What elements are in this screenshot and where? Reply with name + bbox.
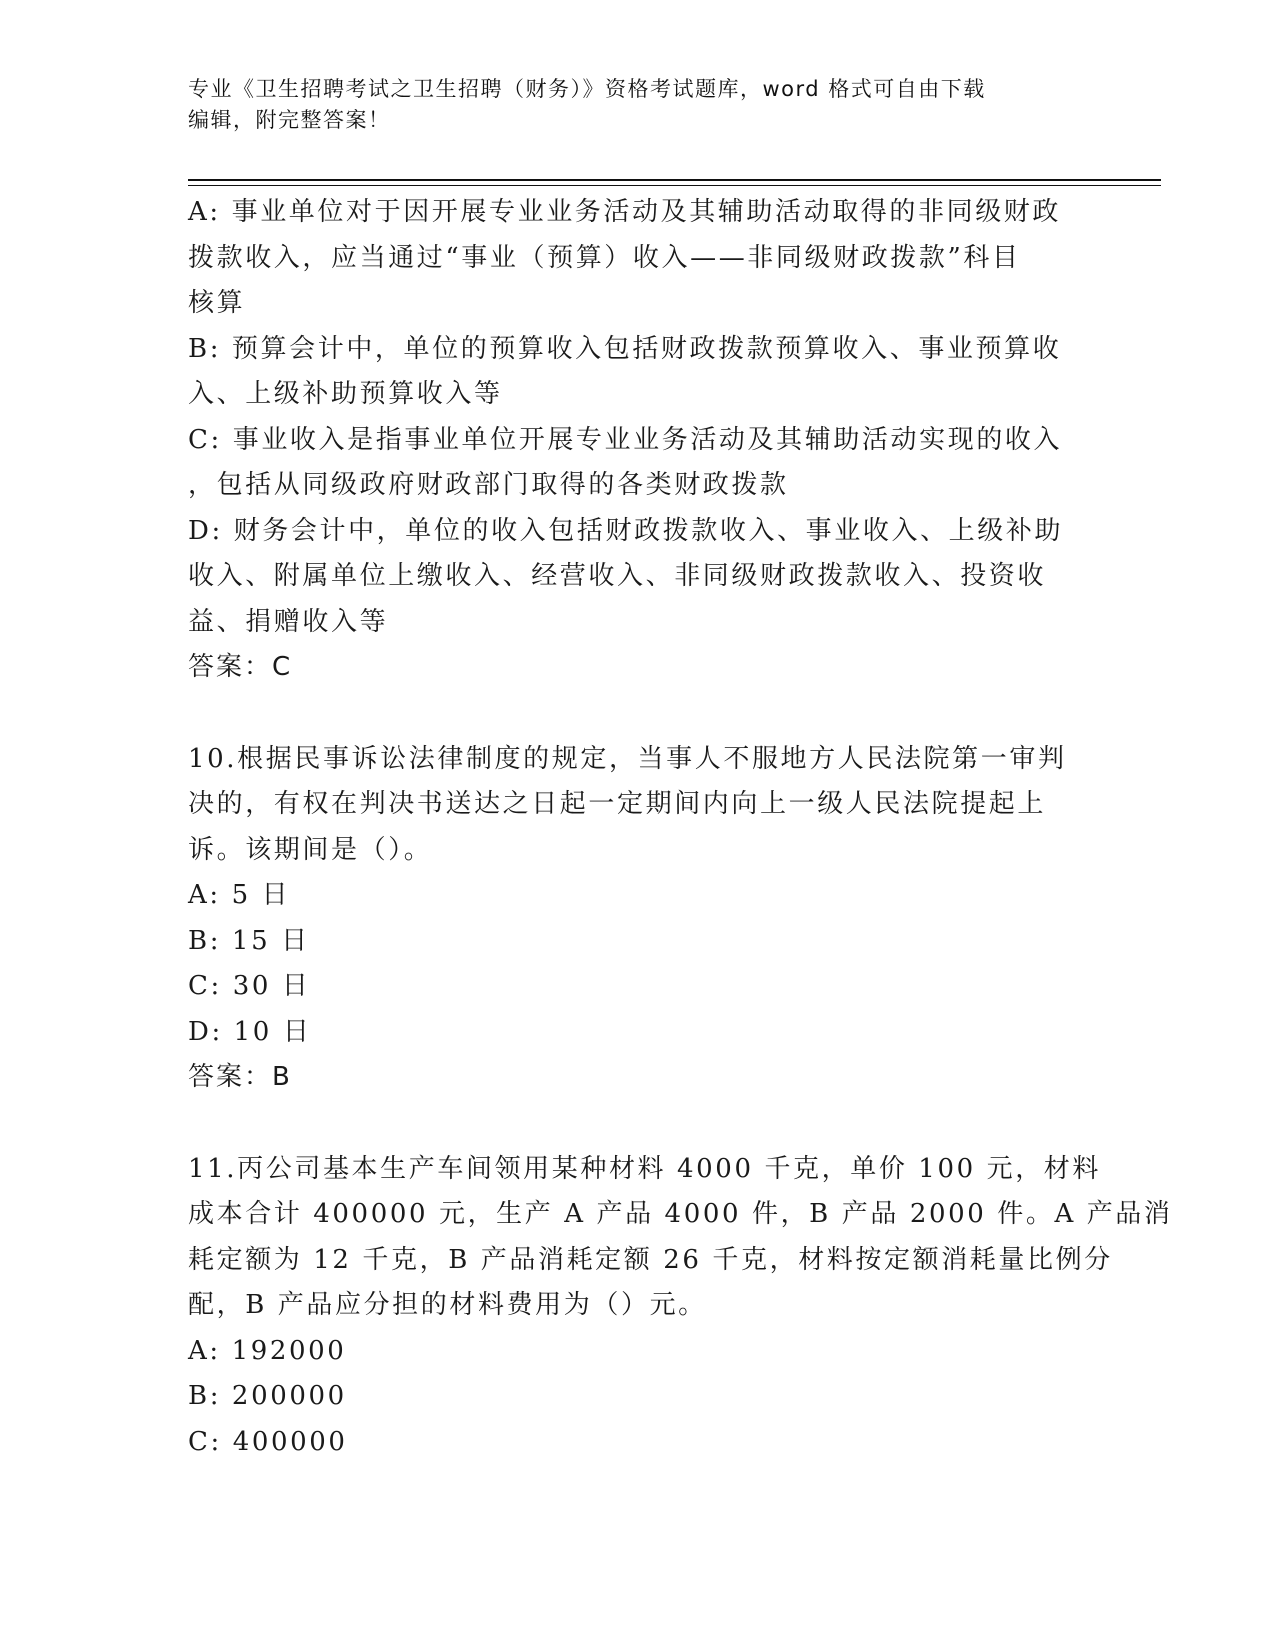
option-line: 核算 [188,288,246,318]
question-text-line: 耗定额为 12 千克，B 产品消耗定额 26 千克，材料按定额消耗量比例分 [188,1244,1113,1275]
header-line-2: 编辑，附完整答案！ [188,108,391,132]
option-line: 益、捐赠收入等 [188,606,389,637]
option-d [188,509,1088,646]
option-b [188,327,1088,418]
answer-label: 答案：C [188,652,293,682]
header-line-1: 专业《卫生招聘考试之卫生招聘（财务）》资格考试题库，word 格式可自由下载 [188,77,986,101]
question-text-line: 决的，有权在判决书送达之日起一定期间内向上一级人民法院提起上 [188,789,1047,819]
option-line: 入、上级补助预算收入等 [188,379,503,409]
option-line: C: 事业收入是指事业单位开展专业业务活动及其辅助活动实现的收入 [188,424,1063,455]
option-line: 收入、附属单位上缴收入、经营收入、非同级财政拨款收入、投资收 [188,561,1047,591]
option-b: B: 15 日 [188,925,310,956]
question-11 [188,1147,1173,1466]
option-a: A: 192000 [188,1335,347,1366]
question-text-line: 配，B 产品应分担的材料费用为（）元。 [188,1290,707,1320]
option-d: D: 10 日 [188,1016,312,1047]
question-text-line: 诉。该期间是（）。 [188,834,433,865]
question-text-line: 成本合计 400000 元，生产 A 产品 4000 件，B 产品 2000 件。A 产品消 [188,1199,1173,1229]
prev-question-options [188,190,1088,691]
question-10 [188,737,1088,1101]
spacer [188,691,1088,737]
option-c: C: 30 日 [188,971,311,1001]
question-text-line: 10.根据民事诉讼法律制度的规定，当事人不服地方人民法院第一审判 [188,743,1067,774]
option-line: 拨款收入，应当通过“事业（预算）收入——非同级财政拨款”科目 [188,242,1021,273]
option-line: ，包括从同级政府财政部门取得的各类财政拨款 [188,470,789,500]
option-line: B: 预算会计中，单位的预算收入包括财政拨款预算收入、事业预算收 [188,333,1062,364]
option-a: A: 5 日 [188,880,291,910]
question-text-line: 11.丙公司基本生产车间领用某种材料 4000 千克，单价 100 元，材料 [188,1153,1102,1184]
option-b: B: 200000 [188,1381,347,1411]
option-line: D: 财务会计中，单位的收入包括财政拨款收入、事业收入、上级补助 [188,515,1064,546]
option-a [188,190,1088,327]
option-c [188,418,1088,509]
document-header [188,74,1088,136]
option-line: A: 事业单位对于因开展专业业务活动及其辅助活动取得的非同级财政 [188,197,1062,227]
header-divider [188,179,1161,186]
question-content [188,190,1173,1465]
spacer [188,1101,1088,1147]
answer-label: 答案：B [188,1062,292,1092]
option-c: C: 400000 [188,1426,348,1457]
